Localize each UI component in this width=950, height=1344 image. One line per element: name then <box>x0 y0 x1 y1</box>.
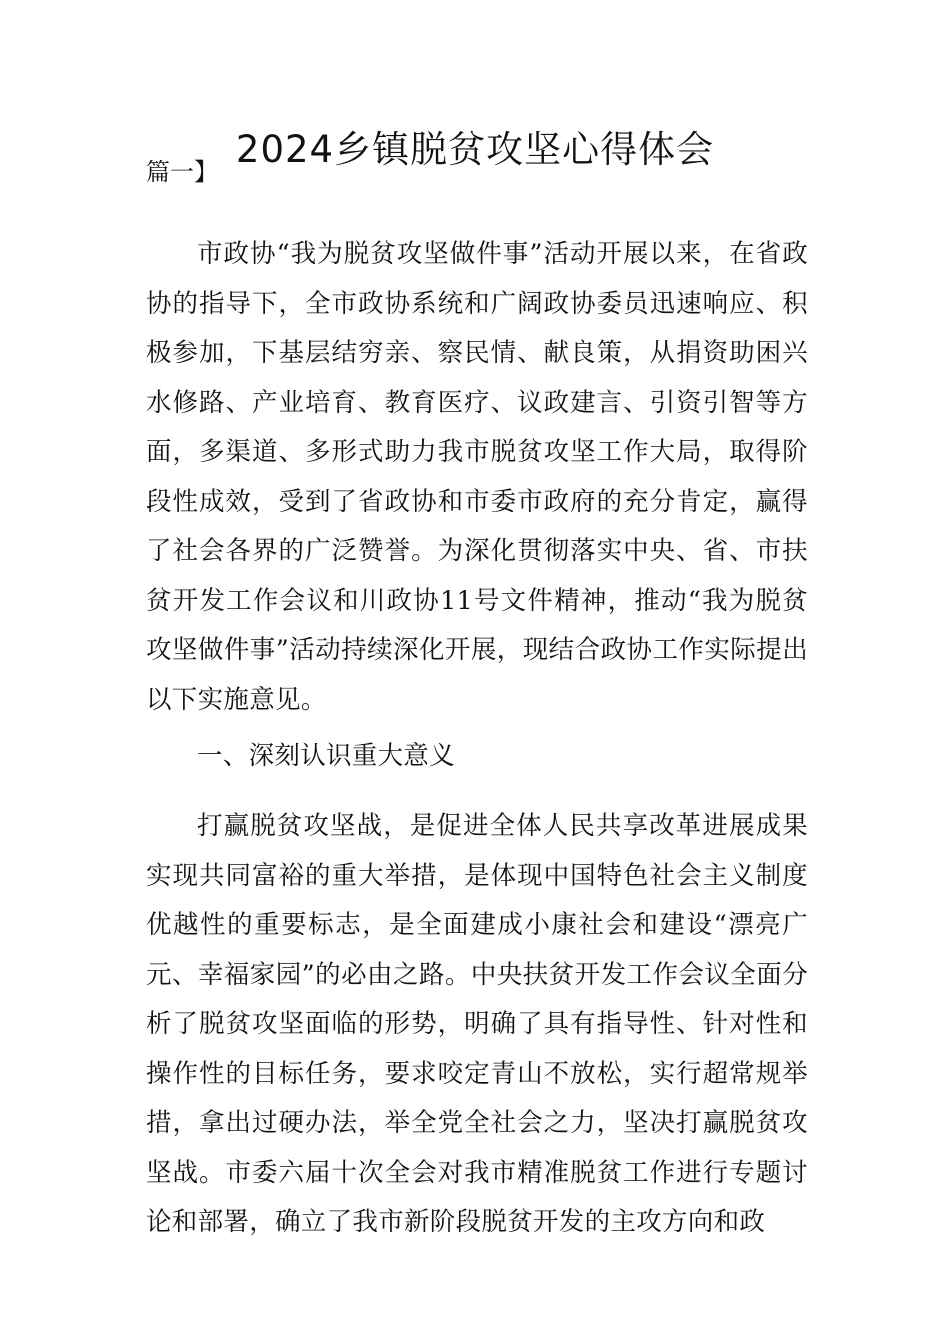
paragraph-intro: 市政协“我为脱贫攻坚做件事”活动开展以来，在省政协的指导下，全市政协系统和广阔政协委员迅速响应、积极参加，下基层结穷亲、察民情、献良策，从捐资助困兴水修路、产业培育、教育医疗、议政建言、引资引智等方面，多渠道、多形式助力我市脱贫攻坚工作大局，取得阶段性成效，受到了省政协和市委市政府的充分肯定，赢得了社会各界的广泛赞誉。为深化贯彻落实中央、省、市扶贫开发工作会议和川政协11号文件精神，推动“我为脱贫攻坚做件事”活动持续深化开展，现结合政协工作实际提出以下实施意见。 <box>146 239 808 715</box>
paragraph-significance: 打赢脱贫攻坚战，是促进全体人民共享改革进展成果实现共同富裕的重大举措，是体现中国特色社会主义制度优越性的重要标志，是全面建成小康社会和建设“漂亮广元、幸福家园”的必由之路。中央扶贫开发工作会议全面分析了脱贫攻坚面临的形势，明确了具有指导性、针对性和操作性的目标任务，要求咬定青山不放松，实行超常规举措，拿出过硬办法，举全党全社会之力，坚决打赢脱贫攻坚战。市委六届十次全会对我市精准脱贫工作进行专题讨论和部署，确立了我市新阶段脱贫开发的主攻方向和政 <box>146 811 808 1237</box>
section-heading: 一、深刻认识重大意义 <box>197 741 456 771</box>
page-title: 2024乡镇脱贫攻坚心得体会 <box>235 128 715 171</box>
document-body <box>146 230 808 1248</box>
section-label: 篇一】 <box>146 158 218 186</box>
